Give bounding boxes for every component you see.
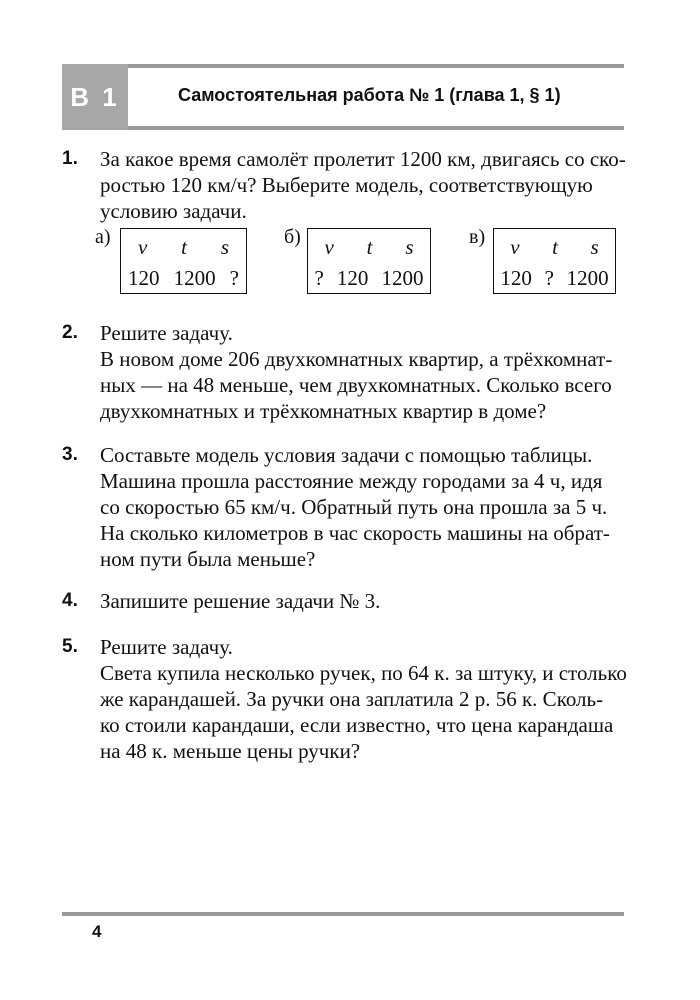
value-s: 1200 [566, 266, 609, 290]
task-number: 2. [62, 322, 78, 343]
option-header-row [494, 235, 615, 260]
option-value-row [494, 266, 615, 291]
task-number: 5. [62, 636, 78, 657]
footer-rule [62, 912, 624, 916]
page-number: 4 [92, 922, 102, 941]
value-t: ? [544, 266, 554, 290]
task-line: ных — на 48 меньше, чем двухкомнатных. Сколько всего [100, 373, 612, 397]
task-line: ном пути была меньше? [100, 547, 316, 571]
task-line: За какое время самолёт пролетит 1200 км, двигаясь со ско- [100, 147, 626, 171]
value-t: 1200 [173, 266, 216, 290]
option-value-row [121, 266, 246, 291]
page-title: Самостоятельная работа № 1 (глава 1, § 1) [178, 85, 561, 105]
header-s: s [590, 235, 599, 259]
value-v: 120 [500, 266, 532, 290]
task-line: на 48 к. меньше цены ручки? [100, 739, 361, 763]
task-line: Решите задачу. [100, 635, 233, 659]
task-number: 1. [62, 148, 78, 169]
value-s: ? [229, 266, 239, 290]
header-v: v [510, 235, 520, 259]
task-line: Составьте модель условия задачи с помощью таблицы. [100, 443, 593, 467]
option-header-row [308, 235, 430, 260]
task-line: ростью 120 км/ч? Выберите модель, соответствующую [100, 173, 593, 197]
value-v: 120 [128, 266, 160, 290]
option-label-b: б) [284, 226, 301, 248]
option-header-row [121, 235, 246, 260]
header-top-rule [62, 64, 624, 68]
task-number: 4. [62, 590, 78, 611]
header-bottom-rule [62, 126, 624, 130]
header-t: t [181, 235, 187, 259]
task-line: Решите задачу. [100, 321, 233, 345]
header-t: t [552, 235, 558, 259]
option-box-b [307, 228, 431, 294]
header-t: t [366, 235, 373, 259]
value-t: 120 [336, 266, 369, 290]
task-line: Света купила несколько ручек, по 64 к. за штуку, и столько [100, 661, 627, 685]
task-text [100, 146, 630, 224]
option-label-c: в) [469, 226, 486, 248]
option-box-a [120, 228, 247, 294]
task-line: со скоростью 65 км/ч. Обратный путь она прошла за 5 ч. [100, 495, 608, 519]
header-v: v [137, 235, 148, 259]
task-line: Запишите решение задачи № 3. [100, 589, 381, 613]
task-line: В новом доме 206 двухкомнатных квартир, а трёхкомнат- [100, 347, 613, 371]
value-v: ? [314, 266, 324, 290]
task-text [100, 588, 630, 614]
option-label-a: а) [95, 226, 111, 248]
option-box-c [493, 228, 616, 294]
task-line: ко стоили карандаши, если известно, что цена карандаша [100, 713, 614, 737]
task-text [100, 634, 630, 764]
task-text [100, 320, 630, 424]
task-line: двухкомнатных и трёхкомнатных квартир в доме? [100, 399, 547, 423]
value-s: 1200 [381, 266, 424, 290]
task-line: Машина прошла расстояние между городами за 4 ч, идя [100, 469, 603, 493]
header-v: v [324, 235, 334, 259]
task-line: условию задачи. [100, 199, 247, 223]
option-value-row [308, 266, 430, 291]
variant-badge: B 1 [62, 64, 128, 130]
task-line: На сколько километров в час скорость машины на обрат- [100, 521, 610, 545]
header-s: s [220, 235, 230, 259]
task-text [100, 442, 630, 572]
task-line: же карандашей. За ручки она заплатила 2 р. 56 к. Сколь- [100, 687, 604, 711]
page-header [62, 64, 624, 130]
header-s: s [405, 235, 414, 259]
task-number: 3. [62, 444, 78, 465]
